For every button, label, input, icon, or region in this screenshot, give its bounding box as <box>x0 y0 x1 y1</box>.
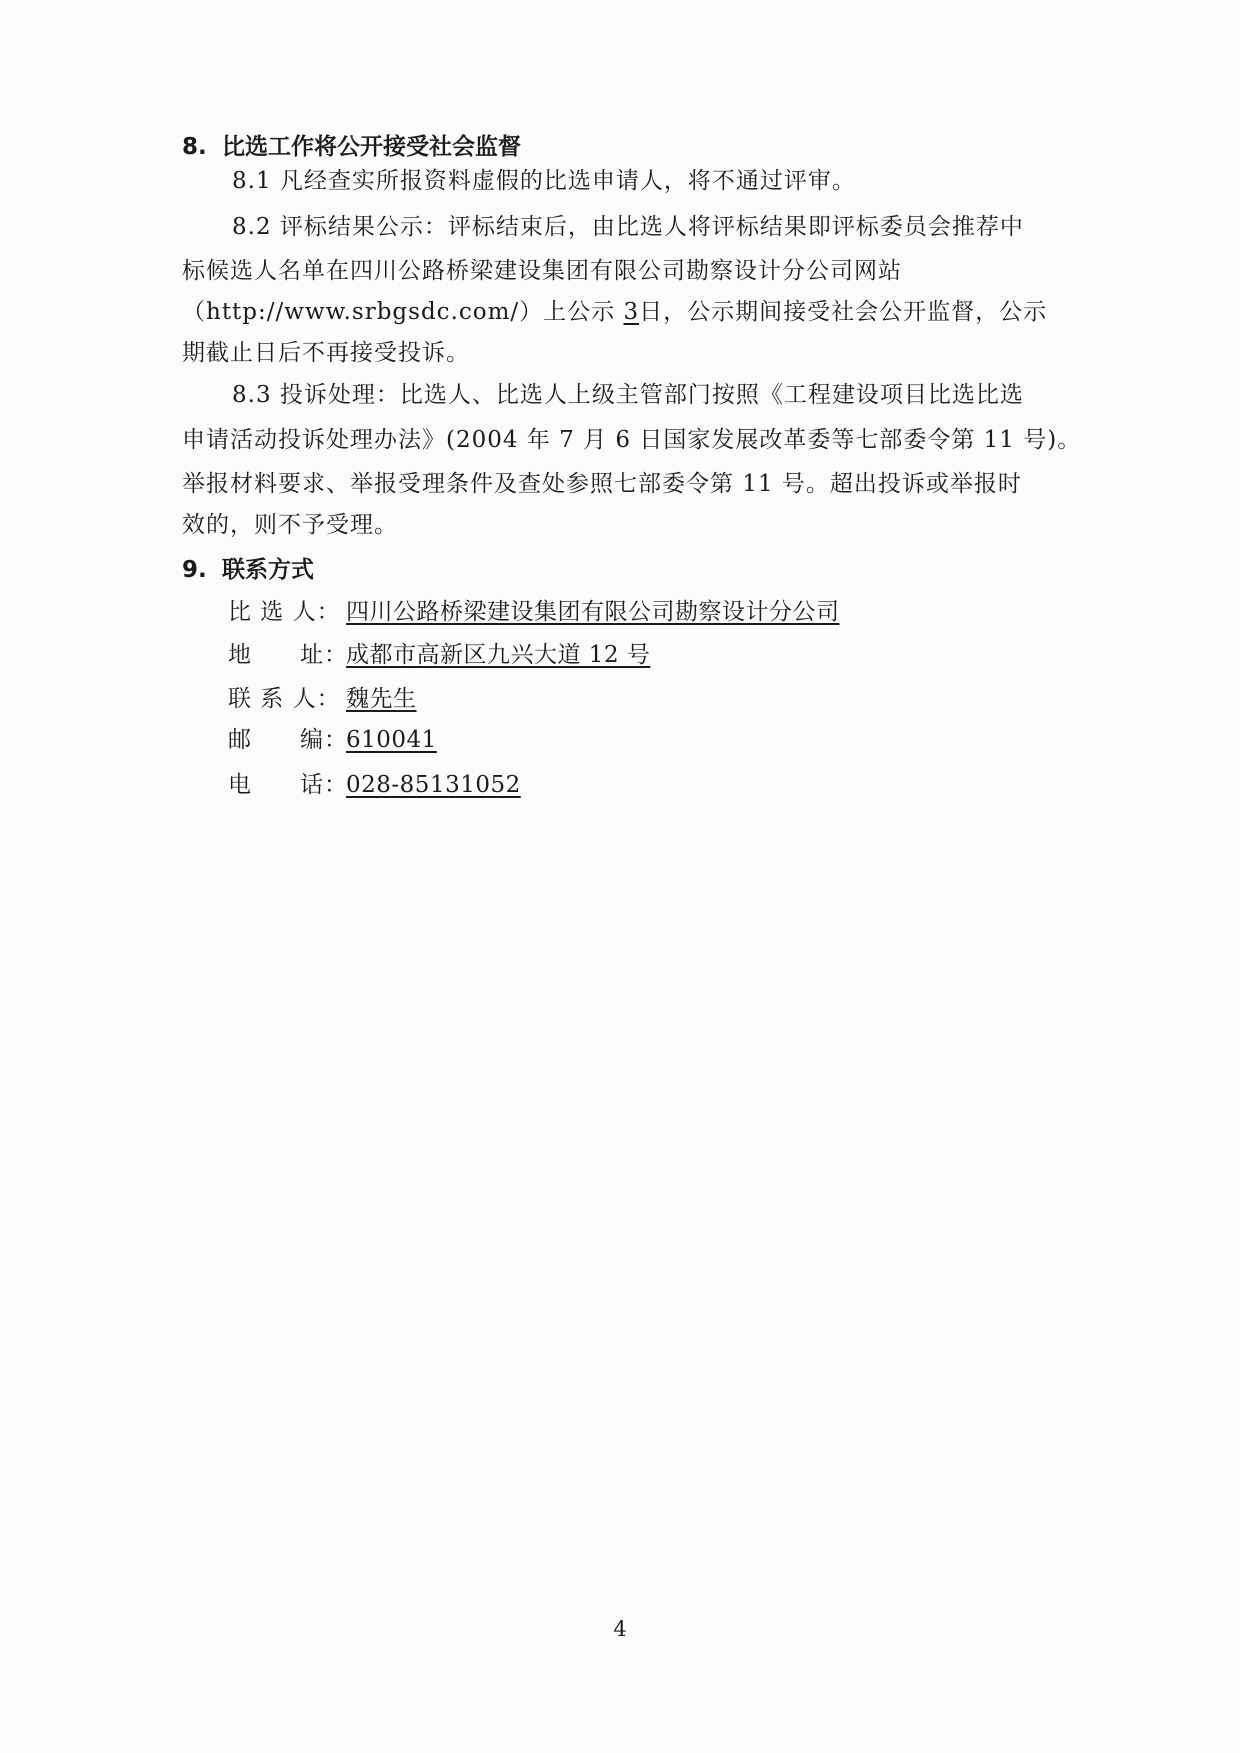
paragraph-8-2-line-3 <box>182 297 1047 327</box>
paragraph-8-2-line-1: 8.2 评标结果公示：评标结束后，由比选人将评标结果即评标委员会推荐中 <box>232 214 1024 240</box>
paragraph-8-3-line-3: 举报材料要求、举报受理条件及查处参照七部委令第 11 号。超出投诉或举报时 <box>182 471 1022 497</box>
contact-value: 四川公路桥梁建设集团有限公司勘察设计分公司 <box>346 599 840 625</box>
contact-label: 电 话： <box>228 772 348 798</box>
contact-row-comparer <box>228 597 840 627</box>
contact-value: 魏先生 <box>346 686 417 712</box>
contact-label: 联 系 人： <box>228 686 341 712</box>
contact-row-phone <box>228 770 521 800</box>
contact-row-postcode <box>228 725 437 755</box>
page-number: 4 <box>613 1617 627 1641</box>
contact-row-address <box>228 640 650 670</box>
contact-value: 028-85131052 <box>346 772 521 798</box>
contact-label: 邮 编： <box>228 727 348 753</box>
paragraph-8-3-line-2: 申请活动投诉处理办法》(2004 年 7 月 6 日国家发展改革委等七部委令第 11 号)。 <box>182 427 1082 453</box>
publicity-period-text: 日，公示期间接受社会公开监督，公示 <box>639 299 1048 325</box>
section-9-number: 9. <box>182 557 207 583</box>
section-8-number: 8. <box>182 134 207 160</box>
paragraph-8-2-line-2: 标候选人名单在四川公路桥梁建设集团有限公司勘察设计分公司网站 <box>182 258 902 284</box>
contact-value: 610041 <box>346 727 437 753</box>
website-url-text: （http://www.srbgsdc.com/）上公示 <box>182 299 624 325</box>
section-8-title: 比选工作将公开接受社会监督 <box>222 134 521 160</box>
section-9-title: 联系方式 <box>222 557 314 583</box>
paragraph-8-2-line-4: 期截止日后不再接受投诉。 <box>182 340 470 366</box>
contact-value: 成都市高新区九兴大道 12 号 <box>346 642 651 668</box>
paragraph-8-1: 8.1 凡经查实所报资料虚假的比选申请人，将不通过评审。 <box>232 168 856 194</box>
publicity-days: 3 <box>623 299 640 325</box>
contact-label: 比 选 人： <box>228 599 341 625</box>
section-9-heading <box>182 555 314 585</box>
paragraph-8-3-line-1: 8.3 投诉处理：比选人、比选人上级主管部门按照《工程建设项目比选比选 <box>232 382 1024 408</box>
paragraph-8-3-line-4: 效的，则不予受理。 <box>182 512 398 538</box>
section-8-heading <box>182 132 521 162</box>
contact-label: 地 址： <box>228 642 348 668</box>
contact-row-contact-person <box>228 684 417 714</box>
